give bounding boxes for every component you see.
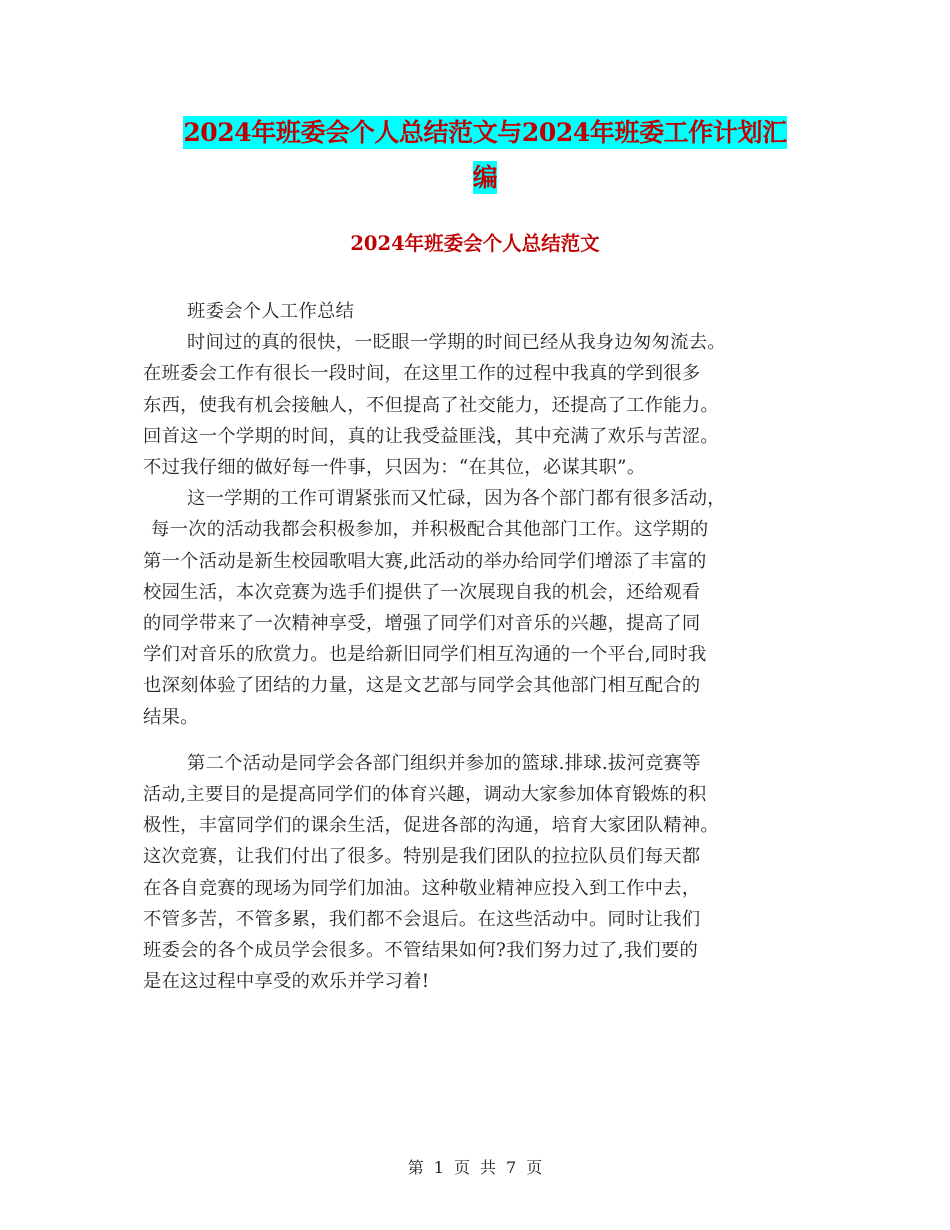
text-line: 活动,主要目的是提高同学们的体育兴趣，调动大家参加体育锻炼的积 bbox=[143, 784, 707, 806]
page-footer bbox=[0, 1155, 950, 1178]
text-line: 这次竞赛，让我们付出了很多。特别是我们团队的拉拉队员们每天都 bbox=[143, 846, 701, 868]
text-line: 是在这过程中享受的欢乐并学习着! bbox=[143, 971, 430, 993]
title-line-1: 2024年班委会个人总结范文与2024年班委工作计划汇 bbox=[183, 118, 787, 147]
text-line: 不管多苦，不管多累，我们都不会退后。在这些活动中。同时让我们 bbox=[143, 908, 701, 930]
total-page-count: 7 bbox=[506, 1158, 517, 1177]
paragraph-heading: 班委会个人工作总结 bbox=[187, 301, 355, 322]
text-line: 学们对音乐的欣赏力。也是给新旧同学们相互沟通的一个平台,同时我 bbox=[143, 644, 707, 666]
text-line: 时间过的真的很快，一眨眼一学期的时间已经从我身边匆匆流去。 bbox=[187, 332, 726, 354]
text-line: 在班委会工作有很长一段时间，在这里工作的过程中我真的学到很多 bbox=[143, 363, 701, 385]
document-title bbox=[140, 110, 830, 200]
section-title: 2024年班委会个人总结范文 bbox=[350, 232, 600, 255]
text-line: 在各自竞赛的现场为同学们加油。这种敬业精神应投入到工作中去， bbox=[143, 877, 701, 899]
text-line: 第一个活动是新生校园歌唱大赛,此活动的举办给同学们增添了丰富的 bbox=[143, 550, 707, 572]
text-line: 不过我仔细的做好每一件事，只因为：“在其位，必谋其职”。 bbox=[143, 457, 646, 479]
paragraph-gap bbox=[143, 733, 813, 748]
body-text bbox=[143, 296, 813, 997]
text-line: 的同学带来了一次精神享受，增强了同学们对音乐的兴趣，提高了同 bbox=[143, 613, 701, 635]
text-line: 校园生活，本次竞赛为选手们提供了一次展现自我的机会，还给观看 bbox=[143, 581, 701, 603]
footer-prefix: 第 bbox=[407, 1158, 424, 1177]
text-line: 东西，使我有机会接触人，不但提高了社交能力，还提高了工作能力。 bbox=[143, 394, 720, 416]
text-line: 第二个活动是同学会各部门组织并参加的篮球.排球.拔河竞赛等 bbox=[187, 752, 701, 774]
text-line: 回首这一个学期的时间，真的让我受益匪浅，其中充满了欢乐与苦涩。 bbox=[143, 425, 720, 447]
current-page-number: 1 bbox=[433, 1158, 444, 1177]
footer-page-word: 页 bbox=[453, 1158, 470, 1177]
text-line: 也深刻体验了团结的力量，这是文艺部与同学会其他部门相互配合的 bbox=[143, 675, 701, 697]
footer-suffix: 页 bbox=[526, 1158, 543, 1177]
footer-total-word: 共 bbox=[480, 1158, 497, 1177]
text-line: 班委会的各个成员学会很多。不管结果如何?我们努力过了,我们要的 bbox=[143, 940, 699, 962]
title-line-2: 编 bbox=[472, 163, 498, 192]
text-line: 结果。 bbox=[143, 706, 199, 728]
text-line: 每一次的活动我都会积极参加，并积极配合其他部门工作。这学期的 bbox=[151, 519, 709, 541]
text-line: 极性，丰富同学们的课余生活，促进各部的沟通，培育大家团队精神。 bbox=[143, 815, 720, 837]
text-line: 这一学期的工作可谓紧张而又忙碌，因为各个部门都有很多活动， bbox=[187, 488, 726, 510]
